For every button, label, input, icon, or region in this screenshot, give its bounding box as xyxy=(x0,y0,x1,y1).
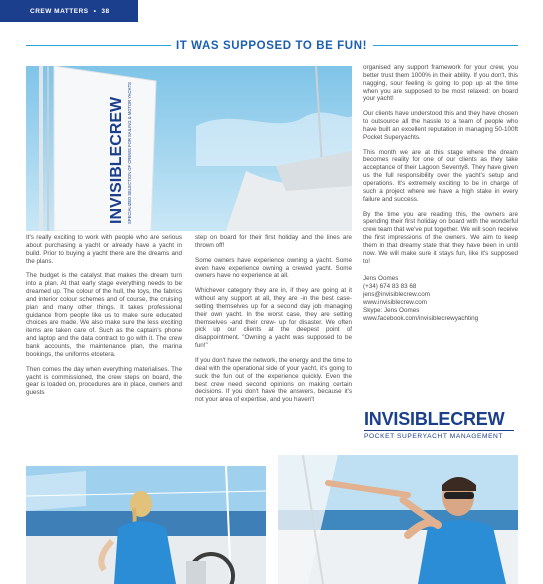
flag-brand-text: INVISIBLECREW xyxy=(108,96,125,224)
invisiblecrew-logo xyxy=(364,410,514,440)
flag-photo xyxy=(26,66,352,231)
logo-tagline: POCKET SUPERYACHT MANAGEMENT xyxy=(364,430,514,440)
paragraph: Then comes the day when everything materialises. The yacht is commissioned, the crew steps on board, the gear is loaded on, procedures are in place, owners and guests xyxy=(26,365,182,397)
paragraph: Whichever category they are in, if they are going at it without any support at all, they are -in the best case- setting themselves up for a second day job managing their own yacht. In the worst case, they are setting themselves -and their crew- up for disaster. We often pick up our clients at the deepest point of disappointment. "Owning a yacht was supposed to be fun!" xyxy=(195,287,352,350)
paragraph: This month we are at this stage where the dream becomes reality for one of our clients as they take acceptance of their Lagoon Seventy8. They have given us the full responsibility over the yacht's setup and operations. It's extremely exciting to be in charge of such a project where we have a high stake in every failure and success. xyxy=(363,148,518,203)
contact-block xyxy=(363,275,518,322)
skipper-photo xyxy=(278,455,518,584)
contact-email[interactable]: jens@invisiblecrew.com xyxy=(363,291,430,299)
paragraph: If you don't have the network, the energy and the time to deal with the operational side of your yacht, it's going to suck the fun out of the experience quickly. Even the best crew need second opinions on making certain decisions. If you don't have the answers, because it's not your area of expertise, and you haven't xyxy=(195,356,352,404)
logo-wordmark: INVISIBLECREW xyxy=(364,409,505,429)
contact-facebook[interactable]: www.facebook.com/invisiblecrewyachting xyxy=(363,314,479,322)
section-header xyxy=(0,0,138,22)
flag-tagline-text: SPECIALIZED SELECTION OF CREWS FOR SAILING & MOTOR YACHTS xyxy=(127,82,132,224)
section-name: CREW MATTERS xyxy=(30,7,89,15)
paragraph: step on board for their first holiday and the lines are thrown off! xyxy=(195,234,352,249)
article-column-1 xyxy=(26,234,182,404)
paragraph: Some owners have experience owning a yacht. Some even have experience owning a crewed yacht. Some owners have no experience at all. xyxy=(195,256,352,280)
contact-website[interactable]: www.invisiblecrew.com xyxy=(363,298,428,306)
paragraph: Our clients have understood this and they have chosen to outsource all the hassle to a team of people who have built an excellent reputation in managing 50-100ft Pocket Superyachts. xyxy=(363,110,518,141)
paragraph: It's really exciting to work with people who are serious about purchasing a yacht or already have a yacht in build. Prior to buying a yacht there are the dreams and the plans. xyxy=(26,234,182,265)
helm-photo-illustration xyxy=(26,466,266,584)
paragraph: organised any support framework for your crew, you better trust them 1000% in their ability. If you don't, this nagging, sour feeling is going to pop up at the time when you are supposed to be most relaxed: on board your yacht! xyxy=(363,64,518,103)
skipper-photo-illustration xyxy=(278,455,518,584)
article-column-2 xyxy=(195,234,352,411)
paragraph: By the time you are reading this, the owners are spending their first holiday on board with the wonderful crew team that we've put together. We will soon receive the first impressions of the owners. We aim to keep them in that dreamy state that they have been in until now. We will make sure it stays fun, like it's supposed to! xyxy=(363,210,518,265)
page-number: 38 xyxy=(101,7,110,15)
helm-photo xyxy=(26,466,266,584)
contact-name: Jens Oomes xyxy=(363,275,399,283)
header-separator: • xyxy=(93,7,97,15)
flag-photo-illustration xyxy=(26,66,352,231)
paragraph: The budget is the catalyst that makes the dream turn into a plan. At that early stage everything needs to be dreamed up. The colour of the hull, the toys, the fabrics and interior colour schemes and of course, the cruising plan and many other things. It takes professional guidance from people like us to make sure educated choices are made. We also make sure the less exciting items are taken care of. Such as the captain's phone and laptop and the data contract to go with it. The crew bank accounts, the maintenance plan, the marina bookings, the uniforms etcetera. xyxy=(26,272,182,358)
contact-skype: Skype: Jens Oomes xyxy=(363,306,420,314)
article-headline: IT WAS SUPPOSED TO BE FUN! xyxy=(175,40,368,52)
article-column-3 xyxy=(363,64,518,322)
contact-phone: (+34) 674 83 83 68 xyxy=(363,283,417,291)
